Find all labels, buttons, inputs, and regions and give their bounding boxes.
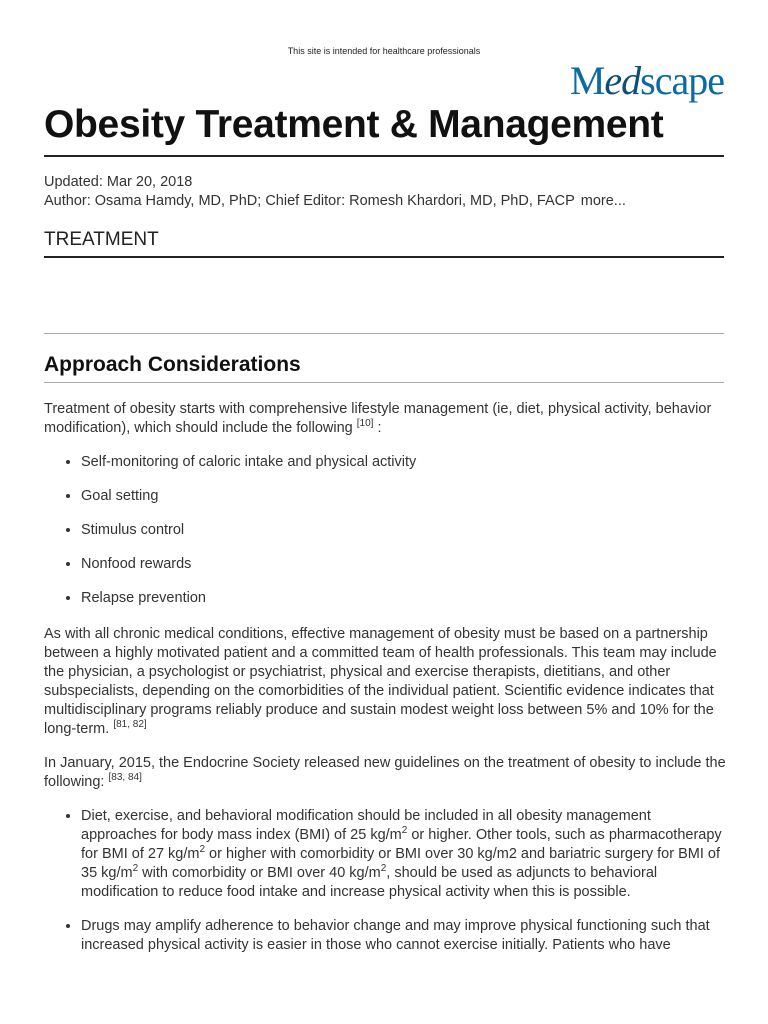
divider [44,333,724,334]
list-item: • Drugs may amplify adherence to behavior change and may improve physical functioning such that increased physical activity is easier in those who cannot exercise initially. Patients who have [81,917,728,955]
list-item: • Stimulus control [81,521,728,540]
section-heading: Approach Considerations [44,353,301,376]
list-text: Diet, exercise, and behavioral modification should be included in all obesity management approaches for body mass index (BMI) of 25 kg/m [81,808,651,843]
list-item: • Nonfood rewards [81,555,728,574]
superscript: 2 [380,863,387,875]
more-authors-link[interactable]: more... [580,193,626,209]
logo-part: M [569,58,605,103]
logo-part-italic: ed [604,58,641,103]
paragraph [44,754,728,792]
paragraph-text: In January, 2015, the Endocrine Society released new guidelines on the treatment of obesity to include the following: [44,755,726,790]
article-body [44,400,728,972]
list-text: or higher. Other tools, such as pharmacotherapy for BMI of 27 kg/m [81,827,722,862]
article-meta [44,173,626,211]
paragraph [44,625,728,739]
list-text: with comorbidity or BMI over 40 kg/m [138,865,381,881]
updated-date: Updated: Mar 20, 2018 [44,174,193,190]
section-label: TREATMENT [44,229,159,250]
list-text: , should be used as adjuncts to behavioral modification to reduce food intake and increase physical activity when this is possible. [81,865,658,900]
list-text: or higher with comorbidity or BMI over 30 kg/m2 and bariatric surgery for BMI of 35 kg/m [81,846,720,881]
list-item: • Goal setting [81,487,728,506]
list-item: • Self-monitoring of caloric intake and physical activity [81,453,728,472]
page-title: Obesity Treatment & Management [44,103,664,146]
superscript: 2 [132,863,139,875]
reference-link[interactable]: [10] [356,418,374,430]
superscript: 2 [199,844,206,856]
reference-link[interactable]: [83, 84] [108,772,142,784]
lifestyle-list [44,453,728,608]
paragraph-text: As with all chronic medical conditions, effective management of obesity must be based on a partnership between a highly motivated patient and a committed team of health professionals. This team may include the physician, a psychologist or psychiatrist, physical and exercise therapists, dietitians, and other subspecialists, depending on the comorbidities of the individual patient. Scientific evidence indicates that multidisciplinary programs reliably produce and sustain modest weight loss between 5% and 10% for the long-term. [44,626,717,737]
reference-link[interactable]: [81, 82] [113,719,147,731]
title-divider [44,155,724,157]
paragraph-tail: : [373,420,382,436]
paragraph [44,400,728,438]
author-text: Author: Osama Hamdy, MD, PhD; Chief Editor: Romesh Khardori, MD, PhD, FACP [44,193,575,209]
logo-part: scape [640,58,724,103]
audience-notice: This site is intended for healthcare professionals [287,46,481,56]
section-divider [44,256,724,258]
paragraph-text: Treatment of obesity starts with comprehensive lifestyle management (ie, diet, physical activity, behavior modification), which should include the following [44,401,712,436]
list-item [81,807,728,902]
medscape-logo[interactable] [570,58,724,104]
guidelines-list [44,807,728,955]
heading-divider [44,382,724,383]
list-item: • Relapse prevention [81,589,728,608]
superscript: 2 [401,825,408,837]
author-line [44,192,626,211]
